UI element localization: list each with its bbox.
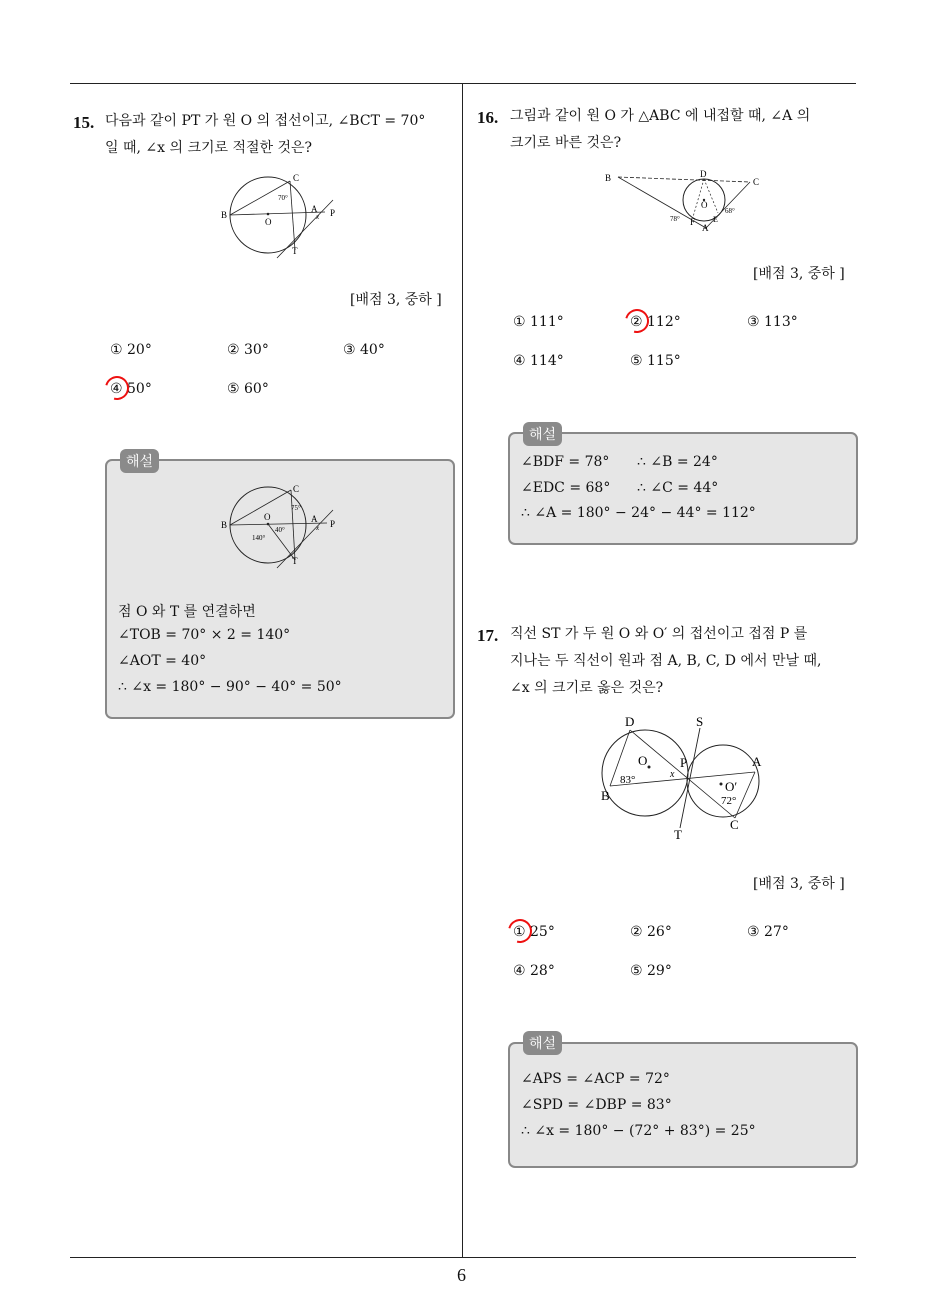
q15-exfig-B: B: [221, 520, 228, 530]
q16-explanation-line2: ∴ ∠B = 24°: [637, 454, 718, 470]
column-divider: [462, 83, 463, 1258]
q15-explanation-tag: 해설: [120, 449, 159, 473]
q17-figure: [595, 710, 770, 845]
q15-choice-1[interactable]: ① 20°: [110, 342, 152, 358]
q15-figure: [215, 170, 345, 260]
q15-fig-angle: 70°: [278, 194, 288, 202]
q16-explanation-line3: ∠EDC = 68°: [521, 480, 611, 496]
q15-fig-A: A: [311, 204, 318, 214]
top-rule: [70, 83, 856, 84]
q17-choice-3[interactable]: ③ 27°: [747, 924, 789, 940]
q16-explanation-tag: 해설: [523, 422, 562, 446]
q16-figure: [600, 165, 765, 235]
q17-fig-T: T: [674, 827, 682, 842]
q15-exfig-a1: 75°: [291, 504, 301, 512]
q15-exfig-T: T: [292, 556, 298, 566]
q17-score: [배점 3, 중하 ]: [753, 876, 845, 892]
q16-number: 16.: [477, 108, 499, 127]
q16-fig-B: B: [605, 173, 612, 183]
q15-fig-C: C: [293, 173, 300, 183]
q16-text-line2: 크기로 바른 것은?: [510, 135, 622, 151]
q16-explanation-line1: ∠BDF = 78°: [521, 454, 610, 470]
q16-fig-D: D: [700, 169, 707, 179]
q17-fig-O2: O′: [725, 779, 738, 794]
q16-explanation-line5: ∴ ∠A = 180° − 24° − 44° = 112°: [521, 505, 756, 521]
q15-fig-B: B: [221, 210, 228, 220]
q16-choice-2[interactable]: ② 112°: [630, 314, 681, 330]
q17-number: 17.: [477, 626, 499, 645]
q15-exfig-P: P: [330, 519, 336, 529]
q15-fig-P: P: [330, 208, 336, 218]
q17-fig-A: A: [752, 754, 762, 769]
q15-choice-4[interactable]: ④ 50°: [110, 381, 152, 397]
q17-text-line1: 직선 ST 가 두 원 O 와 O′ 의 접선이고 접점 P 를: [510, 626, 808, 642]
q17-fig-B: B: [601, 788, 610, 803]
q16-choice-1[interactable]: ① 111°: [513, 314, 564, 330]
q17-explanation-line2: ∠SPD = ∠DBP = 83°: [521, 1097, 672, 1113]
q17-fig-C: C: [730, 817, 739, 832]
q16-choice-5[interactable]: ⑤ 115°: [630, 353, 681, 369]
q17-choice-4[interactable]: ④ 28°: [513, 963, 555, 979]
q16-answer-mark: [621, 305, 654, 338]
q16-fig-E: E: [713, 215, 718, 224]
q15-choice-2[interactable]: ② 30°: [227, 342, 269, 358]
q15-explanation-line4: ∴ ∠x = 180° − 90° − 40° = 50°: [118, 679, 342, 695]
q15-exfig-x: x: [316, 524, 320, 532]
q15-exfig-C: C: [293, 484, 300, 494]
q16-fig-O: O: [701, 200, 708, 210]
q17-fig-P: P: [680, 755, 688, 770]
q17-explanation-tag: 해설: [523, 1031, 562, 1055]
q17-choice-2[interactable]: ② 26°: [630, 924, 672, 940]
q17-fig-O: O: [638, 753, 648, 768]
bottom-rule: [70, 1257, 856, 1258]
q17-fig-a1: 83°: [620, 774, 636, 786]
q16-fig-A: A: [702, 223, 709, 233]
q15-text-line2: 일 때, ∠x 의 크기로 적절한 것은?: [105, 140, 313, 156]
q17-answer-mark: [504, 915, 537, 948]
q16-fig-a1: 78°: [670, 215, 680, 223]
q17-text-line2: 지나는 두 직선이 원과 점 A, B, C, D 에서 만날 때,: [510, 653, 822, 669]
q15-explanation-figure: [215, 480, 345, 570]
q16-explanation-line4: ∴ ∠C = 44°: [637, 480, 719, 496]
q15-answer-mark: [101, 372, 134, 405]
q16-fig-F: F: [690, 217, 696, 227]
q15-fig-O: O: [265, 217, 272, 227]
q17-explanation-line1: ∠APS = ∠ACP = 72°: [521, 1071, 670, 1087]
q15-choice-3[interactable]: ③ 40°: [343, 342, 385, 358]
q15-exfig-O: O: [264, 512, 271, 522]
q16-fig-a2: 68°: [725, 207, 735, 215]
q16-score: [배점 3, 중하 ]: [753, 266, 845, 282]
q17-choice-5[interactable]: ⑤ 29°: [630, 963, 672, 979]
q15-score: [배점 3, 중하 ]: [350, 292, 442, 308]
q15-exfig-a3: 140°: [252, 534, 266, 542]
q15-number: 15.: [73, 113, 95, 132]
q15-text-line1: 다음과 같이 PT 가 원 O 의 접선이고, ∠BCT = 70°: [105, 113, 426, 129]
q17-choice-1[interactable]: ① 25°: [513, 924, 555, 940]
q15-exfig-a2: 40°: [275, 526, 285, 534]
q15-exfig-A: A: [311, 514, 318, 524]
q17-fig-a2: 72°: [721, 795, 737, 807]
q16-fig-C: C: [753, 177, 760, 187]
q16-text-line1: 그림과 같이 원 O 가 △ABC 에 내접할 때, ∠A 의: [510, 108, 811, 124]
q17-text-line3: ∠x 의 크기로 옳은 것은?: [510, 680, 664, 696]
q17-fig-S: S: [696, 714, 704, 729]
page-number: 6: [457, 1265, 466, 1285]
q15-explanation-line1: 점 O 와 T 를 연결하면: [118, 604, 256, 620]
q15-fig-x: x: [316, 213, 320, 221]
q16-choice-4[interactable]: ④ 114°: [513, 353, 564, 369]
q15-explanation-line2: ∠TOB = 70° × 2 = 140°: [118, 627, 291, 643]
q17-fig-D: D: [625, 714, 635, 729]
q15-fig-T: T: [292, 246, 298, 256]
q16-choice-3[interactable]: ③ 113°: [747, 314, 798, 330]
q15-choice-5[interactable]: ⑤ 60°: [227, 381, 269, 397]
q17-explanation-line3: ∴ ∠x = 180° − (72° + 83°) = 25°: [521, 1123, 756, 1139]
q15-explanation-line3: ∠AOT = 40°: [118, 653, 207, 669]
q17-fig-x: x: [670, 769, 675, 780]
